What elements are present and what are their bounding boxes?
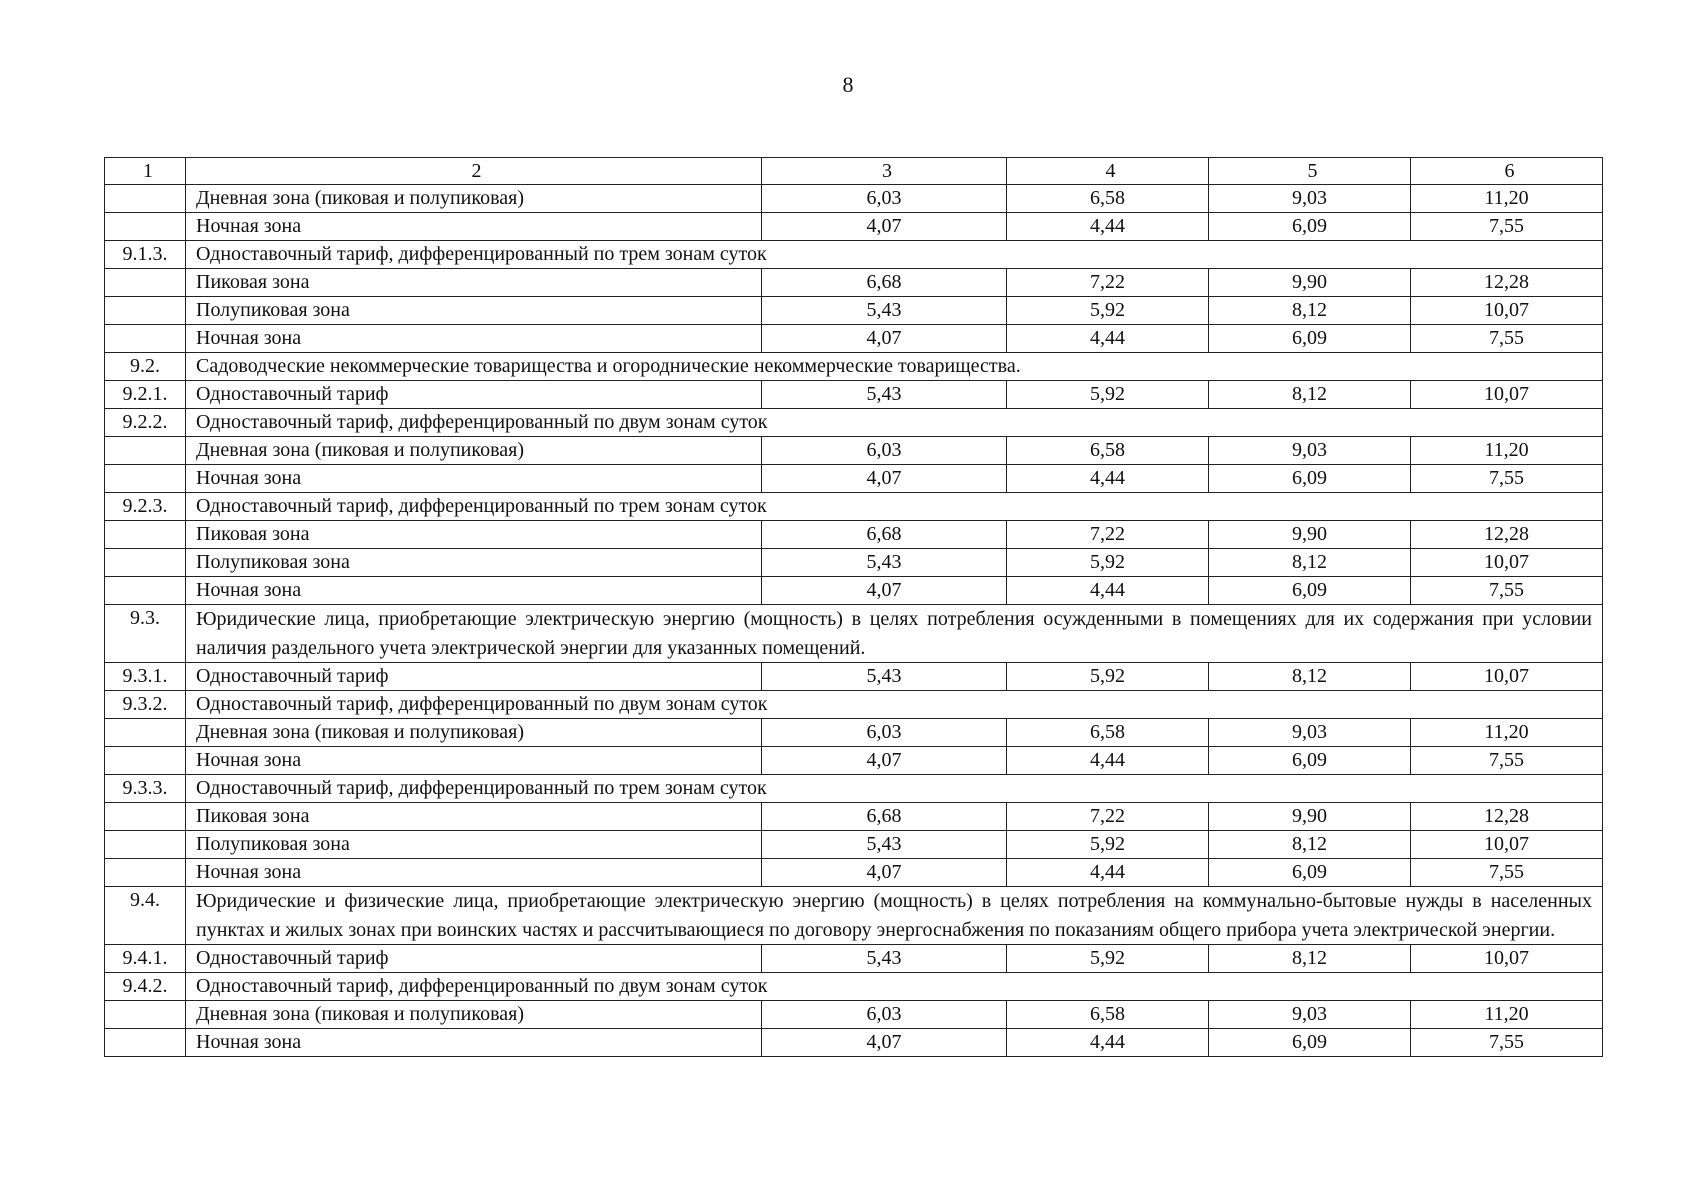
tariff-value-cell: 9,03 bbox=[1209, 437, 1411, 465]
tariff-row bbox=[105, 1001, 1603, 1029]
tariff-row bbox=[105, 465, 1603, 493]
tariff-label-cell: Полупиковая зона bbox=[186, 297, 762, 325]
tariff-value-cell: 11,20 bbox=[1411, 185, 1603, 213]
tariff-label-cell: Дневная зона (пиковая и полупиковая) bbox=[186, 719, 762, 747]
section-heading-cell: Одноставочный тариф, дифференцированный по трем зонам суток bbox=[186, 241, 1603, 269]
tariff-row bbox=[105, 859, 1603, 887]
section-heading-cell: Юридические лица, приобретающие электрическую энергию (мощность) в целях потребления осужденными в помещениях для их содержания при условии наличия раздельного учета электрической энергии для указанных помещений. bbox=[186, 605, 1603, 663]
column-number-cell: 6 bbox=[1411, 158, 1603, 185]
column-number-cell: 3 bbox=[762, 158, 1007, 185]
tariff-value-cell: 7,55 bbox=[1411, 213, 1603, 241]
item-code-cell: 9.3.1. bbox=[105, 663, 186, 691]
tariff-value-cell: 10,07 bbox=[1411, 381, 1603, 409]
tariff-row bbox=[105, 297, 1603, 325]
tariff-label-cell: Ночная зона bbox=[186, 747, 762, 775]
item-code-cell: 9.4. bbox=[105, 887, 186, 945]
tariff-value-cell: 4,44 bbox=[1007, 213, 1209, 241]
tariff-value-cell: 6,09 bbox=[1209, 325, 1411, 353]
tariff-label-cell: Одноставочный тариф bbox=[186, 381, 762, 409]
tariff-value-cell: 7,55 bbox=[1411, 465, 1603, 493]
tariff-value-cell: 6,68 bbox=[762, 521, 1007, 549]
tariff-value-cell: 5,92 bbox=[1007, 381, 1209, 409]
tariff-row bbox=[105, 747, 1603, 775]
item-code-cell: 9.1.3. bbox=[105, 241, 186, 269]
tariff-value-cell: 10,07 bbox=[1411, 831, 1603, 859]
column-number-cell: 2 bbox=[186, 158, 762, 185]
column-number-row bbox=[105, 158, 1603, 185]
tariff-label-cell: Ночная зона bbox=[186, 213, 762, 241]
tariff-row bbox=[105, 663, 1603, 691]
item-code-cell bbox=[105, 521, 186, 549]
tariff-value-cell: 6,09 bbox=[1209, 1029, 1411, 1057]
tariff-label-cell: Ночная зона bbox=[186, 1029, 762, 1057]
tariff-row bbox=[105, 1029, 1603, 1057]
tariff-value-cell: 8,12 bbox=[1209, 663, 1411, 691]
tariff-value-cell: 6,09 bbox=[1209, 213, 1411, 241]
section-heading-cell: Одноставочный тариф, дифференцированный по трем зонам суток bbox=[186, 775, 1603, 803]
tariff-row bbox=[105, 549, 1603, 577]
tariff-value-cell: 9,03 bbox=[1209, 185, 1411, 213]
tariff-value-cell: 7,22 bbox=[1007, 803, 1209, 831]
tariff-value-cell: 6,58 bbox=[1007, 719, 1209, 747]
item-code-cell: 9.4.1. bbox=[105, 945, 186, 973]
tariff-row bbox=[105, 269, 1603, 297]
tariff-value-cell: 12,28 bbox=[1411, 269, 1603, 297]
item-code-cell bbox=[105, 719, 186, 747]
tariff-value-cell: 4,44 bbox=[1007, 1029, 1209, 1057]
item-code-cell: 9.2.1. bbox=[105, 381, 186, 409]
tariff-value-cell: 7,55 bbox=[1411, 747, 1603, 775]
tariff-value-cell: 9,03 bbox=[1209, 719, 1411, 747]
tariff-label-cell: Пиковая зона bbox=[186, 521, 762, 549]
item-code-cell bbox=[105, 269, 186, 297]
column-number-cell: 1 bbox=[105, 158, 186, 185]
tariff-value-cell: 4,07 bbox=[762, 1029, 1007, 1057]
item-code-cell bbox=[105, 577, 186, 605]
tariff-value-cell: 6,09 bbox=[1209, 859, 1411, 887]
tariff-value-cell: 6,68 bbox=[762, 803, 1007, 831]
section-heading-cell: Одноставочный тариф, дифференцированный по двум зонам суток bbox=[186, 973, 1603, 1001]
column-number-cell: 5 bbox=[1209, 158, 1411, 185]
tariff-label-cell: Ночная зона bbox=[186, 577, 762, 605]
section-heading-row bbox=[105, 887, 1603, 945]
tariff-value-cell: 4,44 bbox=[1007, 465, 1209, 493]
tariff-value-cell: 9,90 bbox=[1209, 521, 1411, 549]
tariff-value-cell: 9,90 bbox=[1209, 803, 1411, 831]
tariff-value-cell: 6,58 bbox=[1007, 1001, 1209, 1029]
tariff-label-cell: Пиковая зона bbox=[186, 803, 762, 831]
tariff-value-cell: 8,12 bbox=[1209, 549, 1411, 577]
tariff-value-cell: 12,28 bbox=[1411, 803, 1603, 831]
page-number: 8 bbox=[842, 72, 854, 97]
tariff-value-cell: 6,58 bbox=[1007, 185, 1209, 213]
section-heading-row bbox=[105, 691, 1603, 719]
item-code-cell bbox=[105, 297, 186, 325]
tariff-value-cell: 10,07 bbox=[1411, 945, 1603, 973]
section-heading-cell: Одноставочный тариф, дифференцированный по двум зонам суток bbox=[186, 691, 1603, 719]
tariff-value-cell: 11,20 bbox=[1411, 437, 1603, 465]
item-code-cell bbox=[105, 437, 186, 465]
item-code-cell bbox=[105, 549, 186, 577]
tariff-value-cell: 9,03 bbox=[1209, 1001, 1411, 1029]
section-heading-row bbox=[105, 409, 1603, 437]
section-heading-row bbox=[105, 605, 1603, 663]
tariff-label-cell: Ночная зона bbox=[186, 465, 762, 493]
tariff-label-cell: Пиковая зона bbox=[186, 269, 762, 297]
tariff-value-cell: 10,07 bbox=[1411, 297, 1603, 325]
section-heading-cell: Садоводческие некоммерческие товарищества и огороднические некоммерческие товарищества. bbox=[186, 353, 1603, 381]
tariff-value-cell: 7,55 bbox=[1411, 859, 1603, 887]
tariff-value-cell: 6,03 bbox=[762, 437, 1007, 465]
tariff-value-cell: 10,07 bbox=[1411, 549, 1603, 577]
tariff-value-cell: 5,92 bbox=[1007, 663, 1209, 691]
tariff-value-cell: 4,44 bbox=[1007, 325, 1209, 353]
tariff-value-cell: 5,92 bbox=[1007, 831, 1209, 859]
section-heading-cell: Одноставочный тариф, дифференцированный по трем зонам суток bbox=[186, 493, 1603, 521]
tariff-value-cell: 5,43 bbox=[762, 549, 1007, 577]
tariff-row bbox=[105, 213, 1603, 241]
tariff-value-cell: 5,92 bbox=[1007, 945, 1209, 973]
tariff-value-cell: 5,92 bbox=[1007, 297, 1209, 325]
item-code-cell bbox=[105, 325, 186, 353]
section-heading-row bbox=[105, 973, 1603, 1001]
item-code-cell: 9.3. bbox=[105, 605, 186, 663]
tariff-value-cell: 5,43 bbox=[762, 945, 1007, 973]
tariff-label-cell: Дневная зона (пиковая и полупиковая) bbox=[186, 1001, 762, 1029]
tariff-value-cell: 6,03 bbox=[762, 719, 1007, 747]
tariff-label-cell: Одноставочный тариф bbox=[186, 663, 762, 691]
tariff-value-cell: 6,58 bbox=[1007, 437, 1209, 465]
tariff-row bbox=[105, 719, 1603, 747]
tariff-value-cell: 7,55 bbox=[1411, 1029, 1603, 1057]
item-code-cell bbox=[105, 465, 186, 493]
tariff-value-cell: 7,55 bbox=[1411, 325, 1603, 353]
tariff-label-cell: Полупиковая зона bbox=[186, 831, 762, 859]
tariff-value-cell: 11,20 bbox=[1411, 719, 1603, 747]
tariff-row bbox=[105, 945, 1603, 973]
tariff-value-cell: 6,09 bbox=[1209, 747, 1411, 775]
section-heading-row bbox=[105, 775, 1603, 803]
item-code-cell bbox=[105, 1001, 186, 1029]
column-number-cell: 4 bbox=[1007, 158, 1209, 185]
tariff-row bbox=[105, 577, 1603, 605]
item-code-cell: 9.2.2. bbox=[105, 409, 186, 437]
item-code-cell bbox=[105, 803, 186, 831]
tariff-value-cell: 10,07 bbox=[1411, 663, 1603, 691]
item-code-cell bbox=[105, 859, 186, 887]
item-code-cell bbox=[105, 213, 186, 241]
tariff-value-cell: 9,90 bbox=[1209, 269, 1411, 297]
tariff-value-cell: 5,43 bbox=[762, 297, 1007, 325]
tariff-value-cell: 5,92 bbox=[1007, 549, 1209, 577]
tariff-value-cell: 4,07 bbox=[762, 325, 1007, 353]
tariff-row bbox=[105, 521, 1603, 549]
section-heading-cell: Юридические и физические лица, приобретающие электрическую энергию (мощность) в целях потребления на коммунально-бытовые нужды в населенных пунктах и жилых зонах при воинских частях и рассчитывающиеся по договору энергоснабжения по показаниям общего прибора учета электрической энергии. bbox=[186, 887, 1603, 945]
tariff-value-cell: 6,09 bbox=[1209, 577, 1411, 605]
tariff-table-body bbox=[105, 158, 1603, 1057]
tariff-value-cell: 4,07 bbox=[762, 213, 1007, 241]
tariff-row bbox=[105, 325, 1603, 353]
tariff-value-cell: 7,22 bbox=[1007, 521, 1209, 549]
tariff-value-cell: 8,12 bbox=[1209, 297, 1411, 325]
tariff-row bbox=[105, 831, 1603, 859]
tariff-value-cell: 11,20 bbox=[1411, 1001, 1603, 1029]
tariff-label-cell: Ночная зона bbox=[186, 859, 762, 887]
item-code-cell: 9.2.3. bbox=[105, 493, 186, 521]
tariff-value-cell: 4,44 bbox=[1007, 859, 1209, 887]
tariff-value-cell: 6,03 bbox=[762, 1001, 1007, 1029]
tariff-value-cell: 12,28 bbox=[1411, 521, 1603, 549]
tariff-label-cell: Ночная зона bbox=[186, 325, 762, 353]
tariff-value-cell: 4,07 bbox=[762, 577, 1007, 605]
item-code-cell: 9.4.2. bbox=[105, 973, 186, 1001]
tariff-value-cell: 4,44 bbox=[1007, 577, 1209, 605]
tariff-label-cell: Дневная зона (пиковая и полупиковая) bbox=[186, 437, 762, 465]
tariff-value-cell: 5,43 bbox=[762, 381, 1007, 409]
tariff-table bbox=[104, 157, 1603, 1057]
tariff-value-cell: 6,09 bbox=[1209, 465, 1411, 493]
tariff-value-cell: 8,12 bbox=[1209, 945, 1411, 973]
tariff-label-cell: Дневная зона (пиковая и полупиковая) bbox=[186, 185, 762, 213]
tariff-label-cell: Одноставочный тариф bbox=[186, 945, 762, 973]
tariff-row bbox=[105, 185, 1603, 213]
item-code-cell: 9.2. bbox=[105, 353, 186, 381]
tariff-value-cell: 4,07 bbox=[762, 465, 1007, 493]
tariff-value-cell: 6,68 bbox=[762, 269, 1007, 297]
tariff-value-cell: 7,55 bbox=[1411, 577, 1603, 605]
tariff-value-cell: 4,44 bbox=[1007, 747, 1209, 775]
item-code-cell: 9.3.3. bbox=[105, 775, 186, 803]
tariff-value-cell: 6,03 bbox=[762, 185, 1007, 213]
tariff-value-cell: 5,43 bbox=[762, 831, 1007, 859]
tariff-label-cell: Полупиковая зона bbox=[186, 549, 762, 577]
item-code-cell: 9.3.2. bbox=[105, 691, 186, 719]
section-heading-row bbox=[105, 353, 1603, 381]
tariff-row bbox=[105, 381, 1603, 409]
item-code-cell bbox=[105, 1029, 186, 1057]
tariff-row bbox=[105, 437, 1603, 465]
section-heading-cell: Одноставочный тариф, дифференцированный по двум зонам суток bbox=[186, 409, 1603, 437]
item-code-cell bbox=[105, 185, 186, 213]
section-heading-row bbox=[105, 241, 1603, 269]
tariff-value-cell: 7,22 bbox=[1007, 269, 1209, 297]
tariff-value-cell: 5,43 bbox=[762, 663, 1007, 691]
section-heading-row bbox=[105, 493, 1603, 521]
item-code-cell bbox=[105, 831, 186, 859]
tariff-value-cell: 4,07 bbox=[762, 747, 1007, 775]
tariff-row bbox=[105, 803, 1603, 831]
tariff-value-cell: 4,07 bbox=[762, 859, 1007, 887]
item-code-cell bbox=[105, 747, 186, 775]
tariff-value-cell: 8,12 bbox=[1209, 381, 1411, 409]
tariff-value-cell: 8,12 bbox=[1209, 831, 1411, 859]
